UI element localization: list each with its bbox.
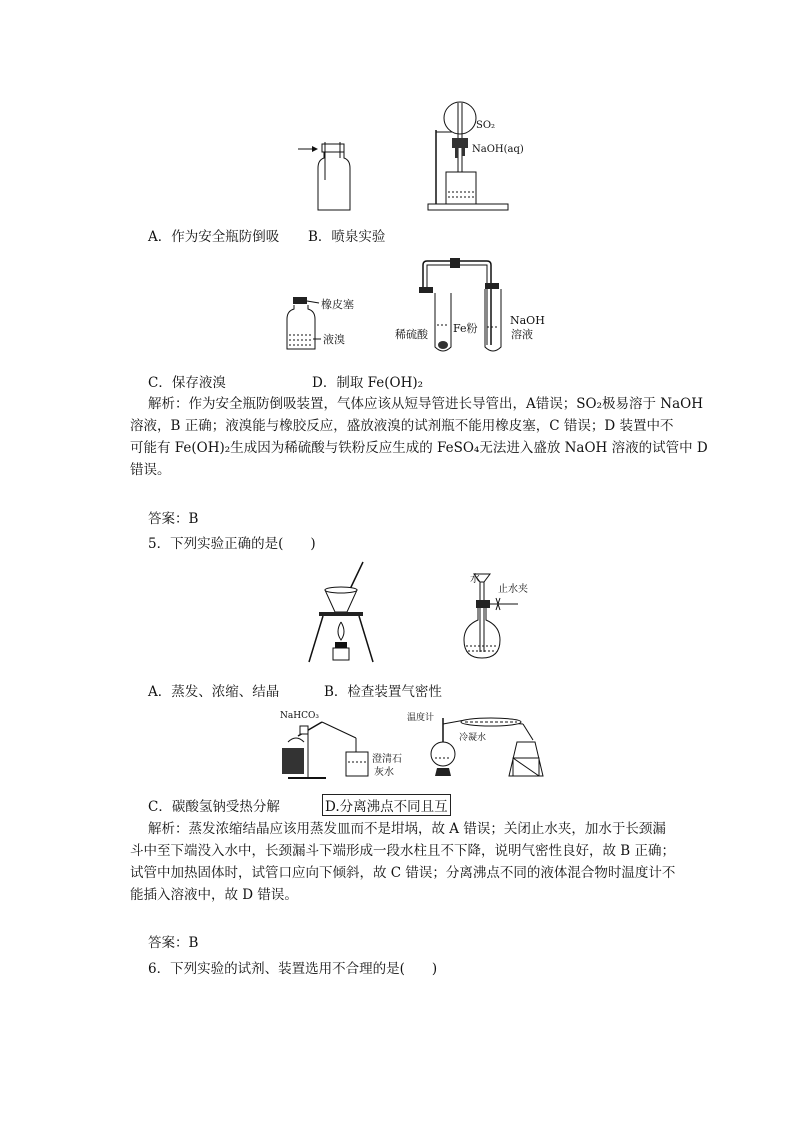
distillation-figure <box>405 710 555 782</box>
q5-answer: 答案：B <box>148 935 199 951</box>
solution-label: 溶液 <box>511 328 533 341</box>
q4-option-c: C．保存液溴 <box>148 375 226 391</box>
q5-stem: 5．下列实验正确的是( ) <box>148 536 316 552</box>
rubber-stopper-label: 橡皮塞 <box>321 298 354 311</box>
q5-option-c: C．碳酸氢钠受热分解 <box>148 799 280 815</box>
nahco3-label: NaHCO₃ <box>280 711 319 721</box>
q5-analysis-line: 试管中加热固体时，试管口应向下倾斜，故 C 错误；分离沸点不同的液体混合物时温度计不 <box>130 865 676 881</box>
q5-analysis-line: 能插入溶液中，故 D 错误。 <box>130 887 298 903</box>
q5-option-b: B．检查装置气密性 <box>324 684 442 700</box>
thermometer-label: 温度计 <box>407 713 435 723</box>
liquid-bromine-label: 液溴 <box>323 333 345 346</box>
q5-analysis-line: 斗中至下端没入水中，长颈漏斗下端形成一段水柱且不下降，说明气密性良好，故 B 正确； <box>130 843 676 859</box>
q4-analysis-line: 解析：作为安全瓶防倒吸装置，气体应该从短导管进长导管出，A错误；SO₂极易溶于 NaOH <box>148 396 703 412</box>
q5-analysis-line: 解析：蒸发浓缩结晶应该用蒸发皿而不是坩埚，故 A 错误；关闭止水夹，加水于长颈漏 <box>148 821 666 837</box>
airtightness-check-figure <box>460 572 550 662</box>
q5-option-d: D.分离沸点不同且互 <box>322 794 451 816</box>
evaporation-crucible-figure <box>305 560 385 665</box>
q4-answer: 答案：B <box>148 511 199 527</box>
q4-option-b: B．喷泉实验 <box>308 229 386 245</box>
q4-analysis-line: 溶液，B 正确；液溴能与橡胶反应，盛放液溴的试剂瓶不能用橡皮塞，C 错误；D 装置中不 <box>130 418 674 434</box>
fe-oh2-preparation-figure <box>395 255 545 360</box>
naoh-aq-label: NaOH(aq) <box>472 144 524 155</box>
nahco3-decomposition-figure <box>278 708 402 780</box>
naoh-label: NaOH <box>510 314 545 327</box>
q5-option-a: A．蒸发、浓缩、结晶 <box>148 684 280 700</box>
q4-analysis-line: 错误。 <box>130 462 171 478</box>
q4-option-d: D．制取 Fe(OH)₂ <box>312 375 424 391</box>
fe-powder-label: Fe粉 <box>453 322 478 335</box>
cooling-water-label: 冷凝水 <box>459 733 487 743</box>
q4-analysis <box>130 393 708 481</box>
stop-clamp-label: 止水夹 <box>498 584 528 595</box>
safety-bottle-figure <box>298 140 358 215</box>
so2-label: SO₂ <box>476 120 496 131</box>
water-label: 水 <box>470 574 480 585</box>
fountain-experiment-figure <box>428 100 538 212</box>
limewater-label-1: 澄清石 <box>372 754 402 765</box>
q6-stem: 6．下列实验的试剂、装置选用不合理的是( ) <box>148 961 438 977</box>
q5-analysis <box>130 818 675 906</box>
dilute-sulfuric-acid-label: 稀硫酸 <box>395 328 428 341</box>
q4-analysis-line: 可能有 Fe(OH)₂生成因为稀硫酸与铁粉反应生成的 FeSO₄无法进入盛放 NaOH 溶液的试管中 D <box>130 440 708 456</box>
q4-option-a: A．作为安全瓶防倒吸 <box>148 229 280 245</box>
limewater-label-2: 灰水 <box>374 767 394 778</box>
liquid-bromine-bottle-figure <box>285 295 370 355</box>
